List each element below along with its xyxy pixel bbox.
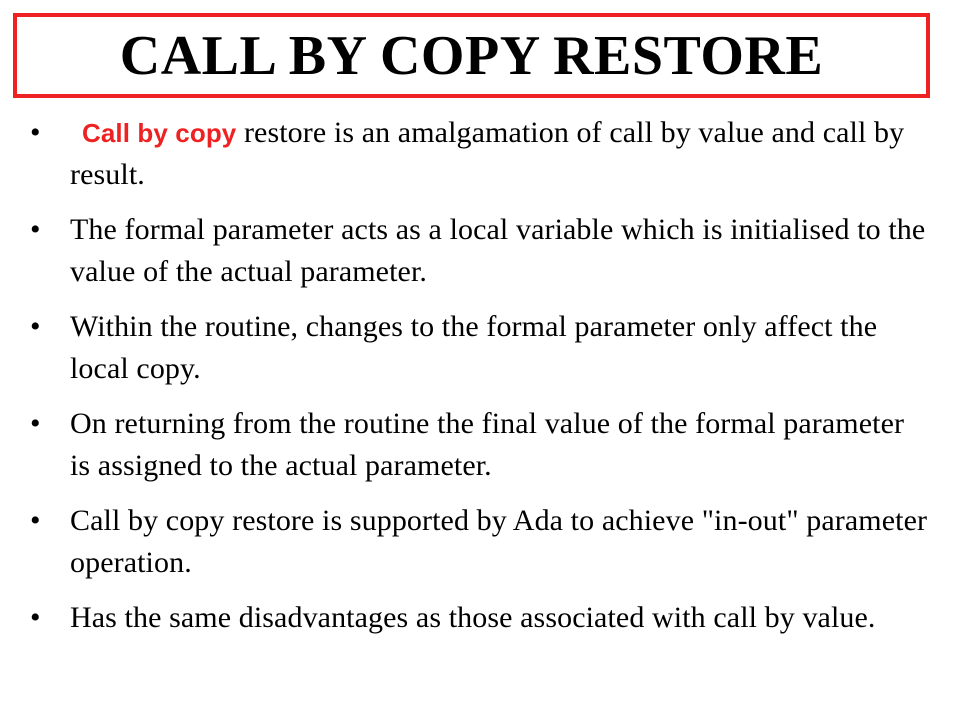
bullet-item (30, 500, 930, 584)
bullet-item (30, 597, 930, 639)
slide-title: CALL BY COPY RESTORE (119, 24, 824, 87)
bullet-lead-highlight: Call by copy (82, 118, 237, 148)
bullet-marker: • (30, 116, 41, 149)
bullet-marker: • (30, 504, 41, 537)
bullet-item (30, 209, 930, 293)
bullet-text: On returning from the routine the final value of the formal parameter is assigned to the actual parameter. (70, 407, 905, 482)
bullet-text: Has the same disadvantages as those associated with call by value. (70, 601, 876, 634)
bullet-list (30, 112, 930, 652)
bullet-item (30, 306, 930, 390)
bullet-text: The formal parameter acts as a local variable which is initialised to the value of the actual parameter. (70, 213, 926, 288)
title-box (13, 13, 930, 98)
bullet-item (30, 112, 930, 196)
bullet-marker: • (30, 601, 41, 634)
bullet-marker: • (30, 310, 41, 343)
bullet-text: Within the routine, changes to the formal parameter only affect the local copy. (70, 310, 878, 385)
bullet-item (30, 403, 930, 487)
bullet-text: Call by copy restore is supported by Ada to achieve "in-out" parameter operation. (70, 504, 928, 579)
bullet-marker: • (30, 407, 41, 440)
bullet-text: restore is an amalgamation of call by value and call by result. (70, 116, 905, 191)
bullet-marker: • (30, 213, 41, 246)
